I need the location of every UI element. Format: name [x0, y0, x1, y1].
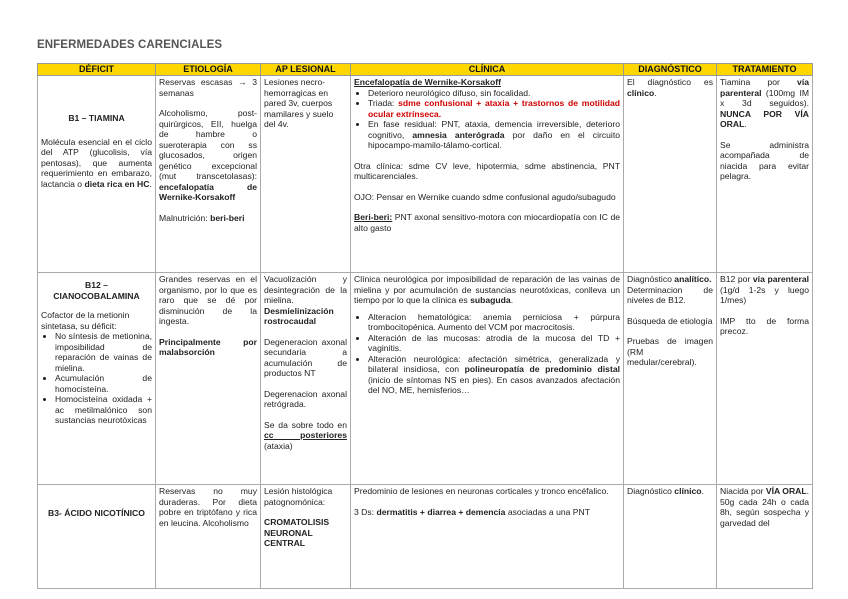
b3-ap-cell — [261, 485, 351, 589]
table-header-row — [38, 64, 813, 76]
b12-diagnostico-cell — [624, 273, 717, 485]
b12-ap-cell — [261, 273, 351, 485]
b12-diag-niveles: Determinacion de niveles de B12. — [627, 284, 713, 305]
b3-clin-3ds: 3 Ds: dermatitis + diarrea + demencia asociadas a una PNT — [354, 506, 590, 517]
b3-diagnostico-cell — [624, 485, 717, 589]
b12-etiologia-cell — [156, 273, 261, 485]
list-item: • Acumulación de homocisteína. — [55, 373, 152, 394]
b3-ap-cromatolisis: CROMATOLISIS NEURONAL CENTRAL — [264, 517, 330, 548]
b3-trat-dosis: 50g cada 24h o cada 8h, según sospecha y garvedad del — [720, 496, 809, 528]
b12-diag-imagen: Pruebas de imagen (RM medular/cerebral). — [627, 336, 713, 367]
b1-etio-reservas: Reservas escasas → 3 semanas — [159, 77, 257, 98]
b1-etio-causas: Alcoholismo, post-quirúrgicos, EII, huelga de hambre o sueroterapia con ss glucosados, origen genético excepcional (mut transcetolasas): encefalopatía de Wernike-Korsakoff — [159, 108, 257, 202]
b12-ap-posteriores: Se da sobre todo en cc posteriores (ataxia) — [264, 419, 347, 451]
list-item: • En fase residual: PNT, ataxia, demencia irreversible, deterioro cognitivo, amnesia anterógrada por daño en el circuito hipocampo-mamilo-tálamo-cortical. — [368, 119, 620, 151]
b12-etio-malabsorcion: Principalmente por malabsorción — [159, 336, 257, 357]
page-title: ENFERMEDADES CARENCIALES — [37, 39, 223, 51]
header-etiologia: ETIOLOGÍA — [156, 64, 261, 76]
list-item: • Alteracion hematológica: anemia perniciosa + púrpura trombocitopénica. Aumento del VCM por macrocitosis. — [368, 312, 620, 333]
b12-etio-reservas: Grandes reservas en el organismo, por lo que es raro que se dé por disminución de la ingesta. — [159, 274, 257, 326]
b3-etio-text: Reservas no muy duraderas. Por dieta pobre en triptófano y rica en leucina. Alcoholismo — [159, 486, 257, 528]
b12-ap-degeneracion: Degeneracion axonal secundaria a acumulación de productos NT — [264, 336, 347, 378]
b1-clin-list — [354, 88, 620, 151]
b12-clin-intro: Clínica neurológica por imposibilidad de reparación de las vainas de mielina y por acumulación de sustancias neurotóxicas, conlleva un tiempo por lo que la clínica es subaguda. — [354, 274, 620, 305]
b1-clinica-cell — [351, 76, 624, 273]
table-row-b1 — [38, 76, 813, 273]
b12-ap-retrograda: Degerenacion axonal retrógrada. — [264, 388, 347, 409]
b12-diag-etiologia: Búsqueda de etiología — [627, 315, 713, 326]
b1-deficit-name: B1 – TIAMINA — [68, 113, 125, 123]
list-item: • Alteración neurológica: afectación simétrica, generalizada y bilateral insidiosa, con polineuropatía de predominio distal (inicio de síntomas NS en pies). En casos avanzados afectación del NO, ME, hemisferios… — [368, 354, 620, 396]
b1-ap-text: Lesiones necro-hemorragicas en pared 3v, cuerpos mamilares y suelo del 4v. — [264, 77, 334, 129]
b3-diag-text: Diagnóstico clínico. — [627, 486, 704, 496]
table-row-b12 — [38, 273, 813, 485]
b1-clin-other: Otra clínica: sdme CV leve, hipotermia, sdme abstinencia, PNT multicarenciales. — [354, 160, 620, 181]
b1-ap-cell — [261, 76, 351, 273]
header-tratamiento: TRATAMIENTO — [717, 64, 813, 76]
b12-deficit-cell — [38, 273, 156, 485]
b12-deficit-name: B12 – CIANOCOBALAMINA — [53, 280, 140, 301]
header-diagnostico: DIAGNÓSTICO — [624, 64, 717, 76]
deficiency-table — [37, 63, 813, 589]
table-row-b3 — [38, 485, 813, 589]
b1-etiologia-cell — [156, 76, 261, 273]
b1-clin-title: Encefalopatía de Wernike-Korsakoff — [354, 77, 501, 87]
b3-tratamiento-cell — [717, 485, 813, 589]
list-item: • No síntesis de metionina, imposibilidad de reparación de vainas de mielina. — [55, 331, 152, 373]
b12-diag-analitico: Diagnóstico analítico. — [627, 274, 712, 284]
b1-trat-text: Tiamina por vía parenteral (100mg IM x 3d seguidos). NUNCA POR VÍA ORAL. — [720, 77, 809, 129]
b1-clin-ojo: OJO: Pensar en Wernike cuando sdme confusional agudo/subagudo — [354, 191, 616, 202]
list-item: • Homocisteína oxidada + ac metilmalónico son sustancias neurotóxicas — [55, 394, 152, 426]
b3-etiologia-cell — [156, 485, 261, 589]
b1-deficit-desc: Molécula esencial en el ciclo del ATP (glucolisis, vía pentosas), que aumenta requerimiento en embarazo, lactancia o dieta rica en HC. — [41, 136, 152, 189]
b12-clinica-cell — [351, 273, 624, 485]
b12-deficit-intro: Cofactor de la metionin sintetasa, su déficit: — [41, 310, 130, 331]
b1-tratamiento-cell — [717, 76, 813, 273]
b12-trat-precoz: IMP tto de forma precoz. — [720, 315, 809, 336]
list-item: • Triada: sdme confusional + ataxia + trastornos de motilidad ocular extrínseca. — [368, 98, 620, 119]
b3-clin-lesiones: Predominio de lesiones en neuronas corticales y tronco encéfalico. — [354, 486, 609, 496]
header-ap-lesional: AP LESIONAL — [261, 64, 351, 76]
b12-trat-text: B12 por vía parenteral (1g/d 1-2s y luego 1/mes) — [720, 274, 809, 305]
b1-diagnostico-cell — [624, 76, 717, 273]
b3-clinica-cell — [351, 485, 624, 589]
b3-deficit-name: B3- ÁCIDO NICOTÍNICO — [48, 508, 145, 518]
header-deficit: DÉFICIT — [38, 64, 156, 76]
list-item: • Alteración de las mucosas: atrodia de la mucosa del TD + vaginitis. — [368, 333, 620, 354]
b3-ap-lesion: Lesión histológica patognomónica: — [264, 486, 333, 507]
list-item: • Deterioro neurológico difuso, sin focalidad. — [368, 88, 620, 99]
header-clinica: CLÍNICA — [351, 64, 624, 76]
b1-deficit-cell — [38, 76, 156, 273]
b3-deficit-cell — [38, 485, 156, 589]
b12-tratamiento-cell — [717, 273, 813, 485]
b3-trat-text: Niacida por VÍA ORAL. — [720, 486, 809, 496]
b12-deficit-list — [41, 331, 152, 426]
b1-clin-beriberi: Beri-beri: PNT axonal sensitivo-motora con miocardiopatía con IC de alto gasto — [354, 212, 620, 233]
b12-ap-vacuolizacion: Vacuolización y desintegración de la mielina. Desmielinización rostrocaudal — [264, 274, 347, 326]
b1-trat-niacida: Se administra acompañada de niacida para evitar pelagra. — [720, 139, 809, 181]
b1-diag-text: El diagnóstico es clínico. — [627, 77, 713, 98]
b1-etio-malnutricion: Malnutrición: beri-beri — [159, 212, 245, 223]
b12-clin-list — [354, 312, 620, 396]
